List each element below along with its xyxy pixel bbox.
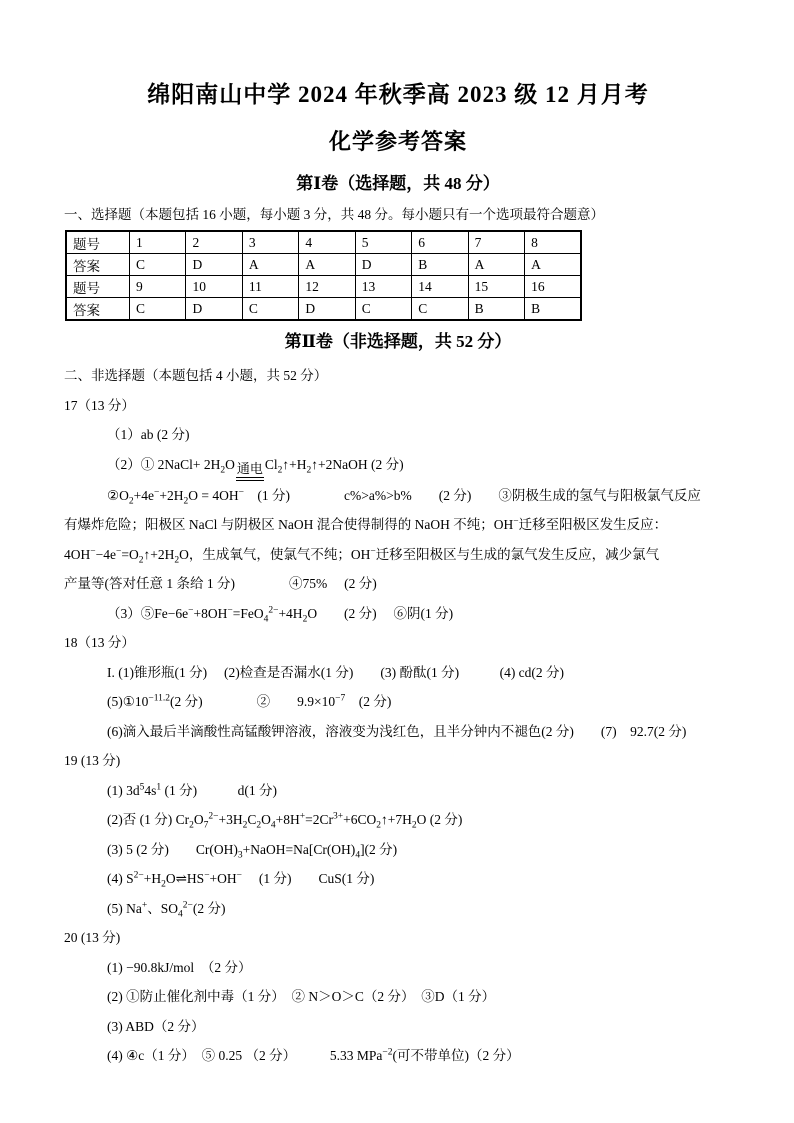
q18-answer-line-1: I. (1)锥形瓶(1 分) (2)检查是否漏水(1 分) (3) 酚酞(1 分) (4) cd(2 分) (107, 664, 565, 680)
table-cell: 15 (468, 276, 524, 298)
table-cell: C (130, 254, 186, 276)
q20-answer-line-4: (4) ④c（1 分） ⑤ 0.25 （2 分） 5.33 MPa$^{-2}$(可不带单位)（2 分） (107, 1047, 520, 1063)
table-cell: 7 (468, 231, 524, 254)
table-cell: 12 (299, 276, 355, 298)
table-cell: C (242, 298, 298, 321)
q18-header: 18（13 分） (64, 635, 135, 650)
table-cell: D (299, 298, 355, 321)
table-cell: 2 (186, 231, 242, 254)
q17-answer-line-2 (64, 450, 732, 481)
table-row-question-numbers-2 (66, 276, 581, 298)
table-cell: 3 (242, 231, 298, 254)
table-cell: 4 (299, 231, 355, 254)
table-cell: C (355, 298, 411, 321)
q17-answer-line-6: 产量等(答对任意 1 条给 1 分) ④75% (2 分) (64, 576, 377, 591)
q19-answer-line-5: (5) Na+、$SO_4^{2-}(2$ 分) (107, 900, 226, 920)
electrolysis-equation-right: $Cl_2↑+H_2↑+2NaOH$ (2 分) (264, 456, 404, 476)
q17-header: 17（13 分） (64, 397, 135, 413)
q20-answer-line-2: (2) ①防止催化剂中毒（1 分） ② N＞O＞C（2 分） ③D（1 分） (107, 989, 496, 1004)
electrolysis-condition-over-equals (236, 460, 264, 481)
table-cell: A (525, 254, 581, 276)
part1-intro: 一、选择题（本题包括 16 小题，每小题 3 分，共 48 分。每小题只有一个选项最符合题意） (64, 207, 604, 222)
table-cell: A (468, 254, 524, 276)
table-cell: 14 (412, 276, 468, 298)
table-cell: 5 (355, 231, 411, 254)
table-cell: 1 (130, 231, 186, 254)
table-cell: 8 (525, 231, 581, 254)
table-row-answers-1 (66, 254, 581, 276)
q19-header: 19 (13 分) (64, 753, 121, 768)
table-cell: D (355, 254, 411, 276)
q20-answer-line-1: (1) −90.8kJ/mol （2 分） (107, 959, 252, 975)
table-row-question-numbers-1 (66, 231, 581, 254)
table-cell: 10 (186, 276, 242, 298)
table-cell-row-label: 答案 (66, 254, 130, 276)
table-cell: C (130, 298, 186, 321)
table-cell: D (186, 254, 242, 276)
table-cell: B (412, 254, 468, 276)
q19-answer-line-3: (3) 5 (2 分) $Cr(OH)_3+NaOH=Na[Cr(OH)_4](2$ 分) (107, 841, 398, 861)
q17-answer-line-5: $4OH^--4e^-=O_2↑+2H_2O$，生成氧气，使氯气不纯；OH−迁移至阳极区与生成的氯气发生反应，减少氯气 (64, 546, 660, 566)
table-cell: A (242, 254, 298, 276)
table-cell-row-label: 题号 (66, 231, 130, 254)
table-cell: 9 (130, 276, 186, 298)
part2-heading: 第Ⅱ卷（非选择题，共 52 分） (284, 332, 512, 351)
q17-answer-line-3: $②O_2+4e^-+2H_2O = 4OH^-$ (1 分) c%>a%>b% (2 分) ③阴极生成的氢气与阳极氯气反应 (107, 487, 701, 507)
q17-answer-line-4: 有爆炸危险；阳极区 NaCl 与阴极区 NaOH 混合使得制得的 NaOH 不纯；OH−迁移至阳极区发生反应： (64, 516, 668, 532)
q19-answer-line-4: (4) $S^{2-}+H_2O\rightleftharpoons HS^-+OH^-$ (1 分) CuS(1 分) (107, 870, 375, 890)
q17-answer-line-1: （1）ab (2 分) (107, 427, 190, 442)
table-cell: A (299, 254, 355, 276)
table-cell: C (412, 298, 468, 321)
table-cell: D (186, 298, 242, 321)
part1-heading: 第Ⅰ卷（选择题，共 48 分） (296, 174, 500, 193)
document-title: 绵阳南山中学 2024 年秋季高 2023 级 12 月月考 (147, 82, 649, 107)
q20-header: 20 (13 分) (64, 930, 121, 945)
table-cell: 6 (412, 231, 468, 254)
table-cell: B (525, 298, 581, 321)
q18-answer-line-2: $(5)①10^{-11.2}(2$ 分) ② $9.9\times 10^{-7}$ (2 分) (107, 693, 392, 709)
electrolysis-equation-left: （2）① 2NaCl+ $2H_2O$ (107, 456, 235, 476)
q18-answer-line-3: (6)滴入最后半滴酸性高锰酸钾溶液，溶液变为浅红色，且半分钟内不褪色(2 分) (7) 92.7(2 分) (107, 723, 687, 739)
q19-answer-line-1: (1) $3d^54s^1$ (1 分) d(1 分) (107, 782, 277, 798)
answer-table (65, 230, 582, 321)
table-cell: 11 (242, 276, 298, 298)
table-row-answers-2 (66, 298, 581, 321)
document-subtitle: 化学参考答案 (328, 129, 467, 154)
table-cell-row-label: 题号 (66, 276, 130, 298)
q17-answer-line-7: $(3)⑤Fe-6e^-+8OH^-=FeO_4^{2-}+4H_2O$ (2 分) ⑥阴(1 分) (107, 605, 454, 625)
table-cell: 16 (525, 276, 581, 298)
electrolysis-condition-label: 通电 (236, 460, 264, 481)
q19-answer-line-2: (2)否 (1 分) $Cr_2O_7^{2-}+3H_2C_2O_4+8H^+=2Cr^{3+}+6CO_2↑+7H_2O$ (2 分) (107, 811, 463, 831)
table-cell: B (468, 298, 524, 321)
q20-answer-line-3: (3) ABD（2 分） (107, 1018, 205, 1034)
table-cell: 13 (355, 276, 411, 298)
part2-intro: 二、非选择题（本题包括 4 小题，共 52 分） (64, 368, 328, 383)
table-cell-row-label: 答案 (66, 298, 130, 321)
